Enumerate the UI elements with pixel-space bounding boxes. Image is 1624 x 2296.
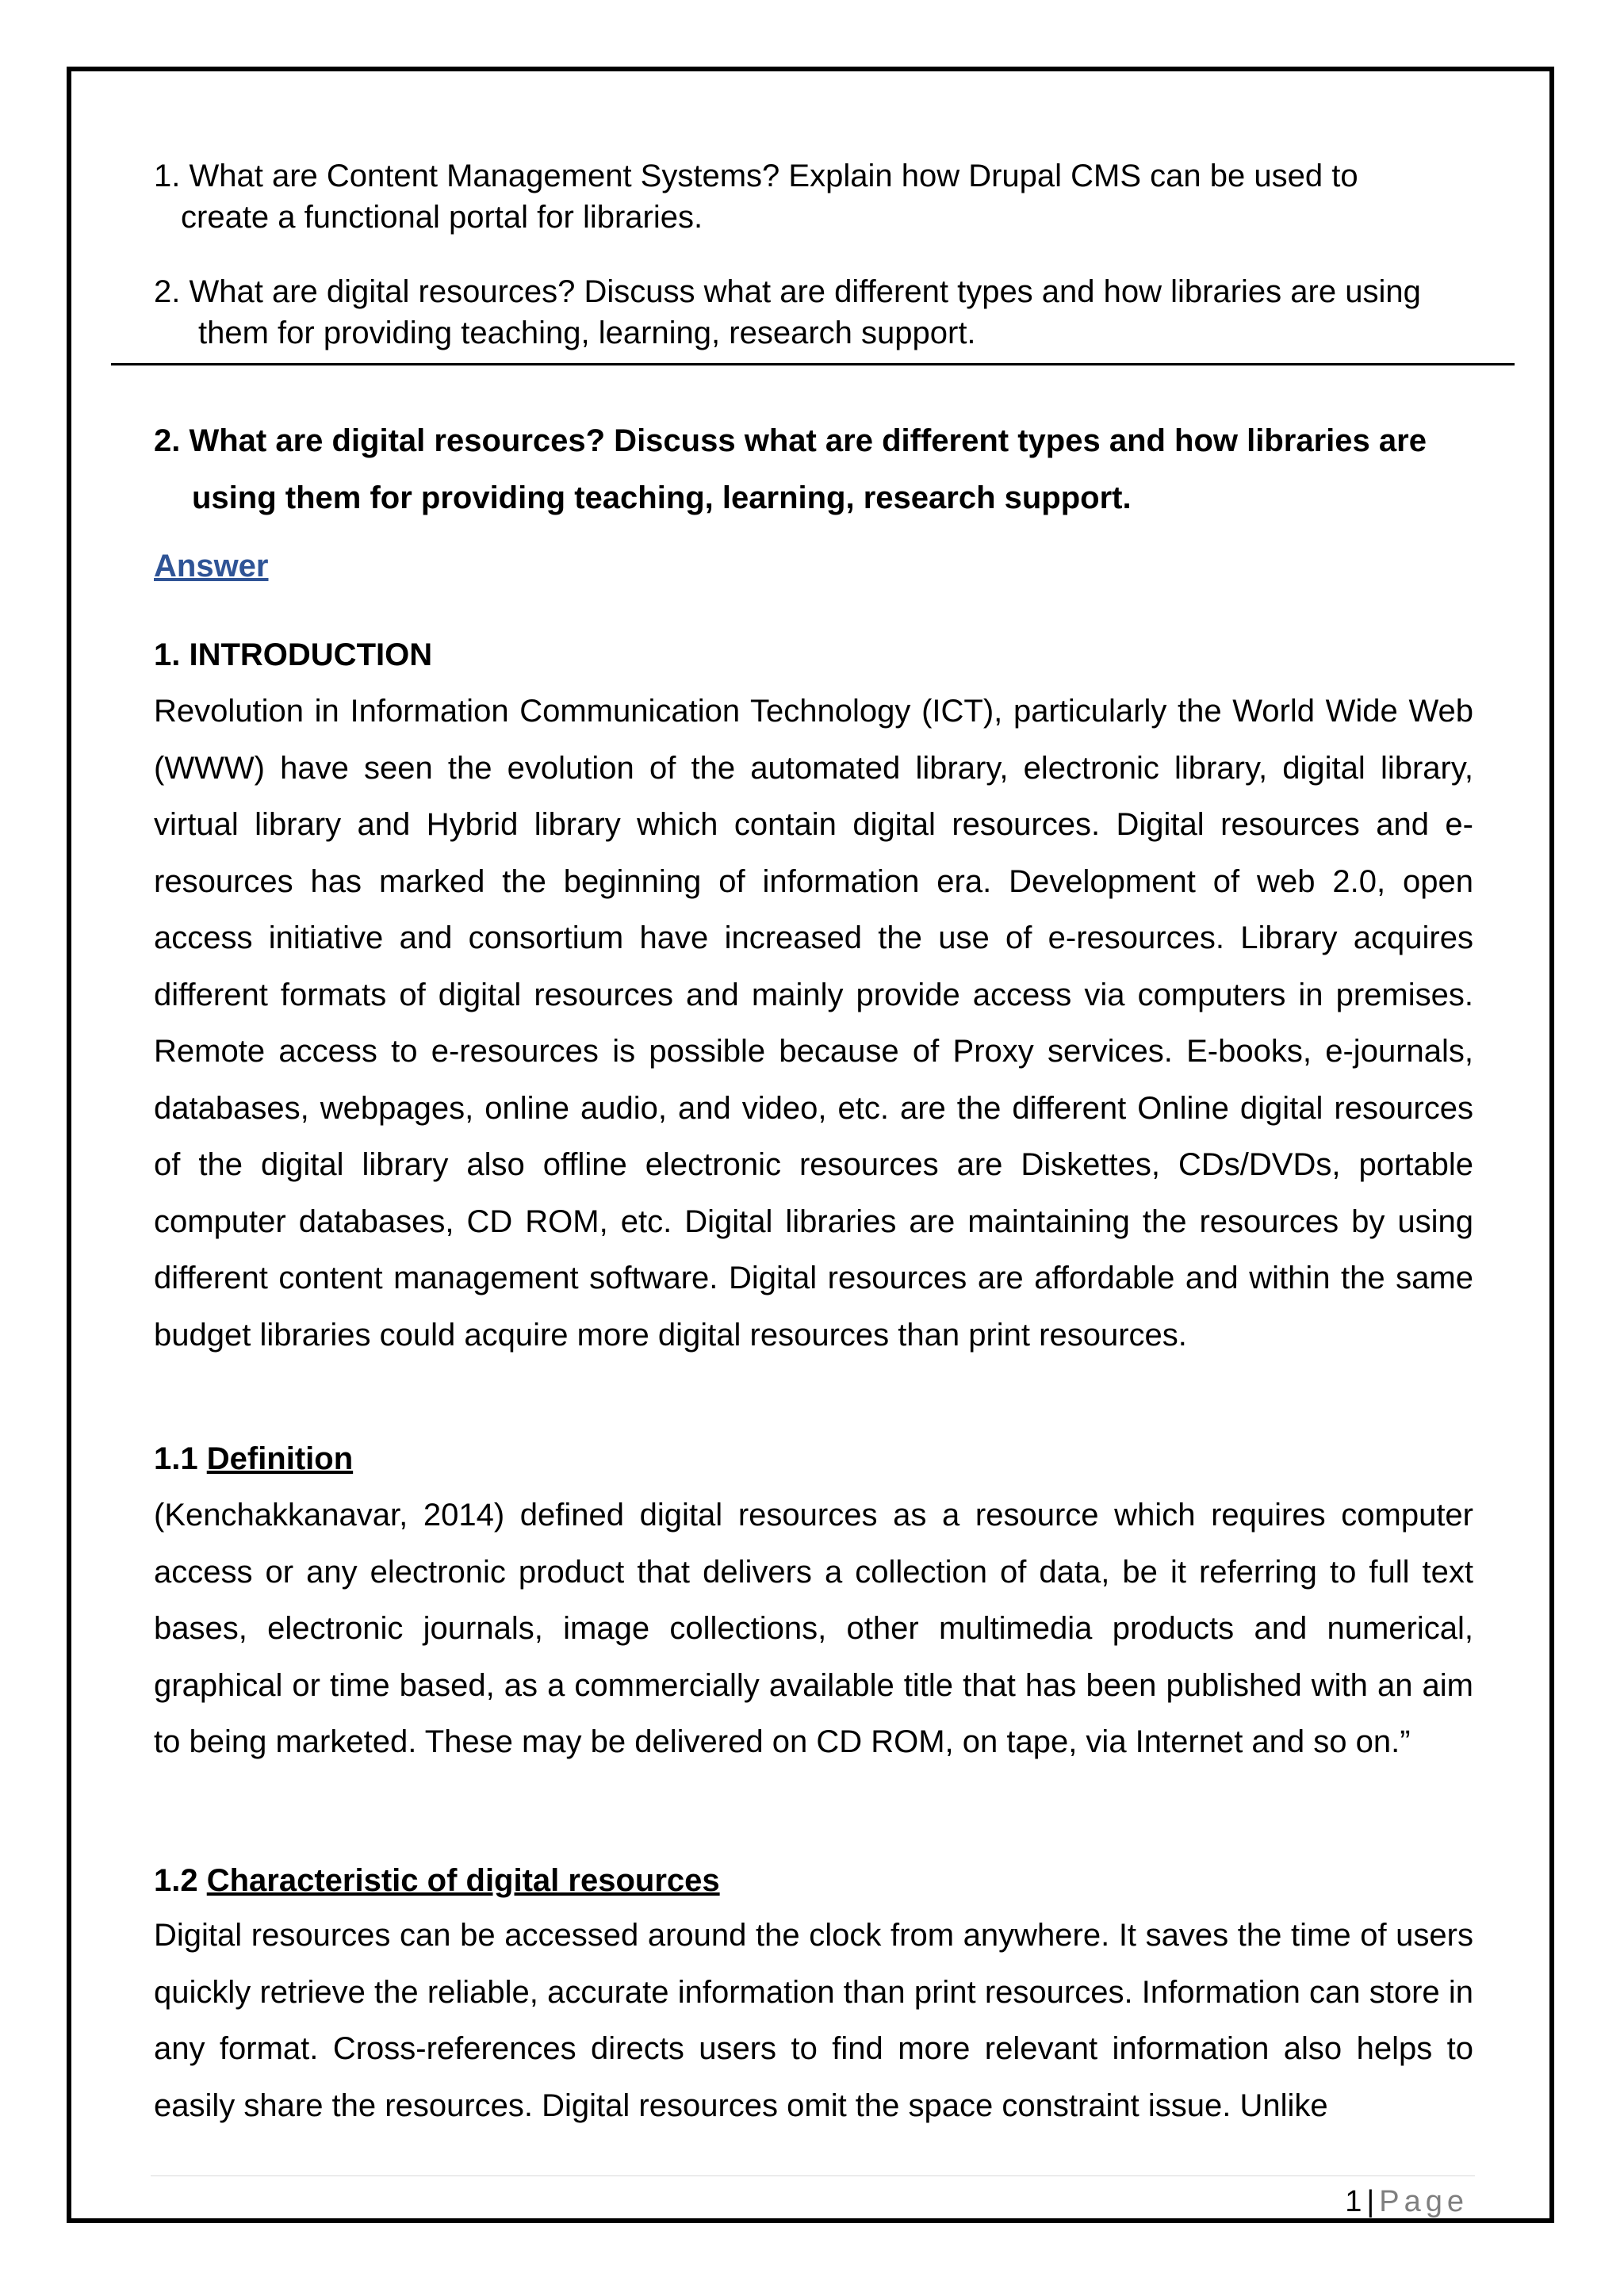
question-2-number: 2. bbox=[154, 274, 181, 309]
selected-question-line2: using them for providing teaching, learning, research support. bbox=[192, 480, 1132, 515]
introduction-title: 1. INTRODUCTION bbox=[154, 637, 433, 672]
question-1-line2: create a functional portal for libraries. bbox=[181, 200, 703, 235]
question-item-1 bbox=[154, 155, 1486, 238]
characteristic-title: Characteristic of digital resources bbox=[206, 1863, 720, 1898]
characteristic-paragraph: Digital resources can be accessed around the clock from anywhere. It saves the time of users quickly retrieve the reliable, accurate information than print resources. Information can store in any format. Cross-references directs users to find more relevant information also helps to easily share the resources. Digital resources omit the space constraint issue. Unlike bbox=[154, 1918, 1473, 2123]
definition-heading bbox=[154, 1438, 353, 1479]
page-separator: | bbox=[1366, 2185, 1375, 2218]
selected-question-heading bbox=[154, 412, 1478, 526]
selected-question-line1: 2. What are digital resources? Discuss what are different types and how libraries are bbox=[154, 423, 1427, 458]
question-1-first-line bbox=[154, 155, 1486, 197]
question-2-line2: them for providing teaching, learning, research support. bbox=[198, 316, 976, 350]
definition-paragraph: (Kenchakkanavar, 2014) defined digital resources as a resource which requires computer access or any electronic product that delivers a collection of data, be it referring to full text bases, electronic journals, image collections, other multimedia products and numerical, graphical or time based, as a commercially available title that has been published with an aim to being marketed. These may be delivered on CD ROM, on tape, via Internet and so on.” bbox=[154, 1498, 1473, 1759]
introduction-paragraph: Revolution in Information Communication Technology (ICT), particularly the World Wide Web (WWW) have seen the evolution of the automated library, electronic library, digital library, virtual library and Hybrid library which contain digital resources. Digital resources and e-resources has marked the beginning of information era. Development of web 2.0, open access initiative and consortium have increased the use of e-resources. Library acquires different formats of digital resources and mainly provide access via computers in premises. Remote access to e-resources is possible because of Proxy services. E-books, e-journals, databases, webpages, online audio, and video, etc. are the different Online digital resources of the digital library also offline electronic resources are Diskettes, CDs/DVDs, portable computer databases, CD ROM, etc. Digital libraries are maintaining the resources by using different content management software. Digital resources are affordable and within the same budget libraries could acquire more digital resources than print resources. bbox=[154, 694, 1473, 1353]
question-item-2 bbox=[154, 271, 1486, 354]
definition-number: 1.1 bbox=[154, 1441, 198, 1476]
footer-rule bbox=[151, 2175, 1475, 2176]
page-word: Page bbox=[1379, 2185, 1469, 2218]
characteristic-number: 1.2 bbox=[154, 1863, 198, 1898]
question-2-line1: What are digital resources? Discuss what are different types and how libraries are using bbox=[189, 274, 1421, 309]
answer-label: Answer bbox=[154, 549, 269, 584]
question-list bbox=[154, 155, 1486, 387]
question-1-number: 1. bbox=[154, 159, 181, 193]
characteristic-heading bbox=[154, 1860, 720, 1901]
question-1-line1: What are Content Management Systems? Explain how Drupal CMS can be used to bbox=[189, 159, 1358, 193]
question-2-first-line bbox=[154, 271, 1486, 312]
horizontal-rule bbox=[111, 363, 1515, 365]
page-number-footer bbox=[1345, 2182, 1469, 2221]
page-number: 1 bbox=[1345, 2185, 1362, 2218]
definition-title: Definition bbox=[206, 1441, 354, 1476]
